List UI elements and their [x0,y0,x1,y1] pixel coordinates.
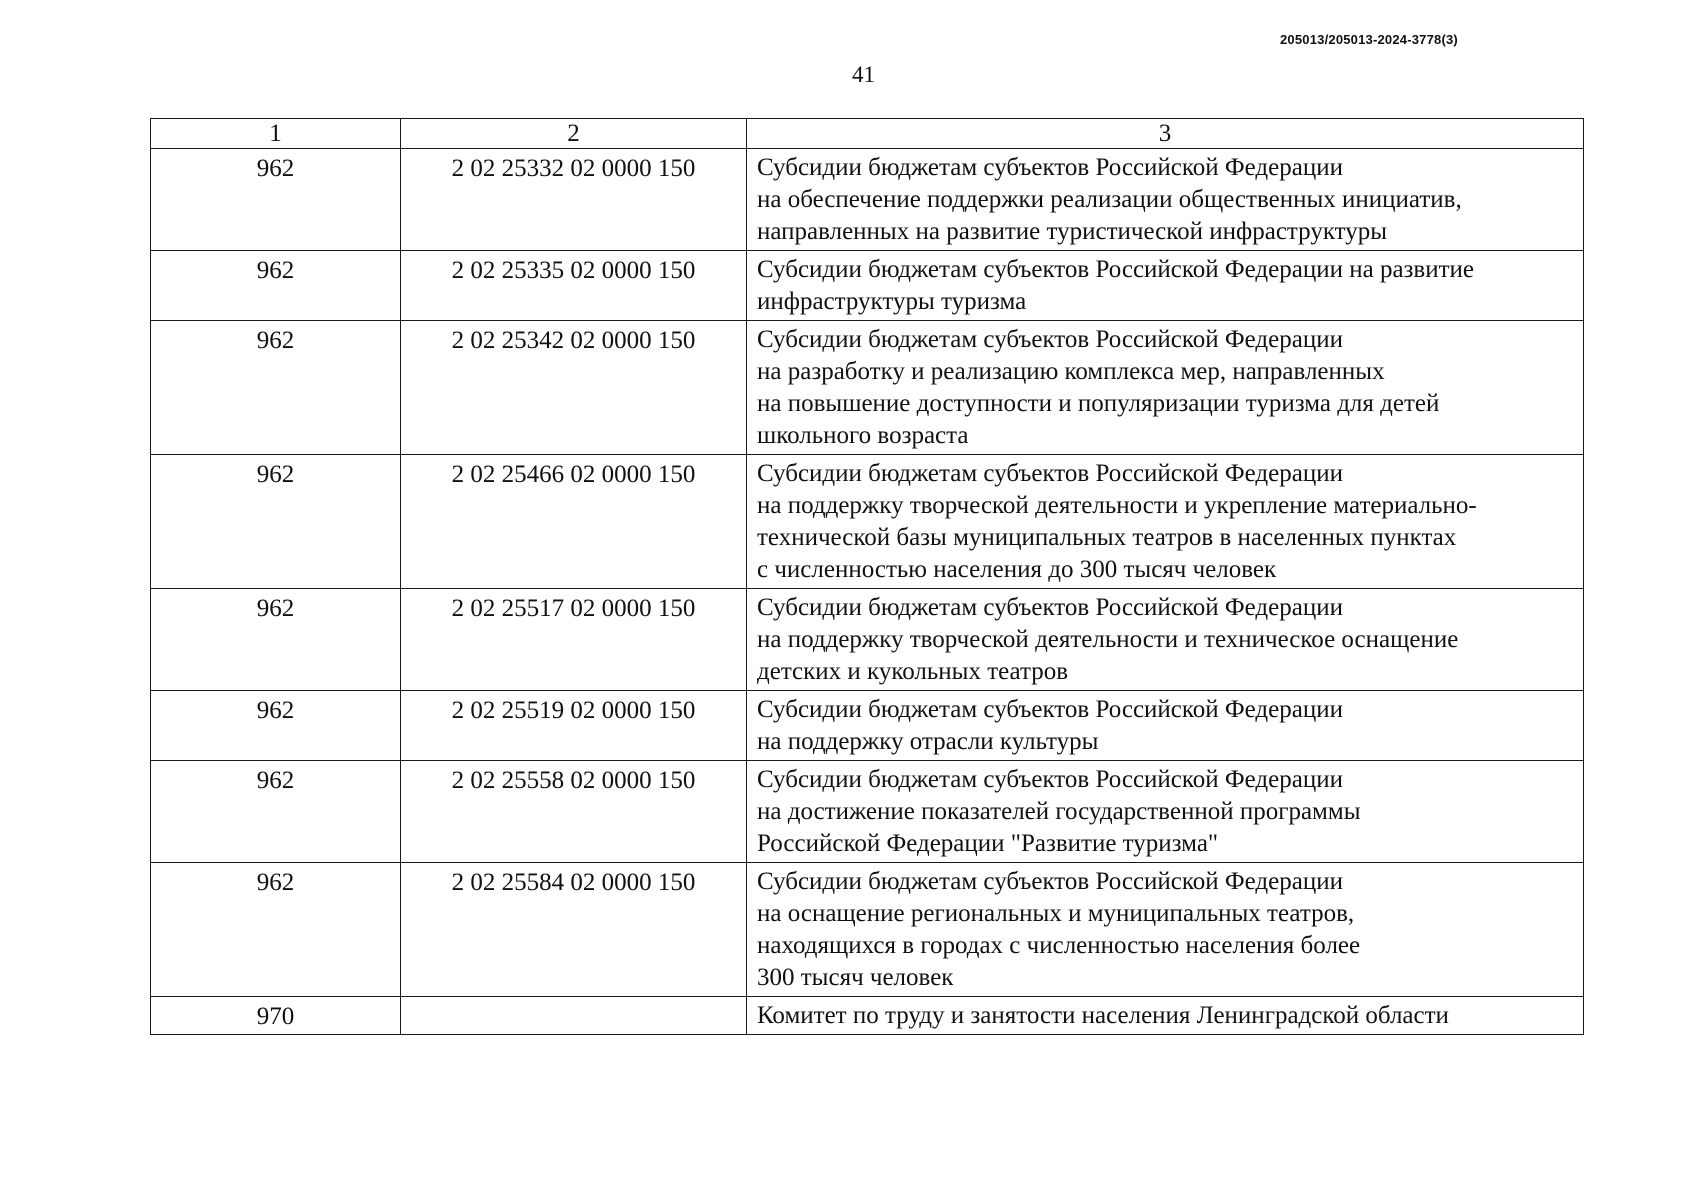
table-row [151,761,1584,863]
description-cell [747,251,1584,321]
budget-classification-table [150,118,1584,1035]
description-line: школьного возраста [757,422,969,449]
description-line: Субсидии бюджетам субъектов Российской Федерации на развитие [757,256,1475,283]
budget-code-cell: 2 02 25466 02 0000 150 [401,455,747,589]
description-cell [747,149,1584,251]
budget-code-cell: 2 02 25342 02 0000 150 [401,321,747,455]
table-row [151,589,1584,691]
description-cell [747,761,1584,863]
description-line: Субсидии бюджетам субъектов Российской Федерации [757,868,1343,895]
column-number-row [151,119,1584,149]
admin-code-cell: 962 [151,321,401,455]
table-row [151,997,1584,1035]
description-line: на оснащение региональных и муниципальных театров, [757,900,1355,927]
description-line: находящихся в городах с численностью населения более [757,932,1361,959]
description-line: инфраструктуры туризма [757,288,1027,315]
budget-code-cell: 2 02 25519 02 0000 150 [401,691,747,761]
admin-code-cell: 962 [151,589,401,691]
description-cell [747,455,1584,589]
description-line: Субсидии бюджетам субъектов Российской Федерации [757,154,1343,181]
description-cell [747,863,1584,997]
description-line: на обеспечение поддержки реализации общественных инициатив, [757,186,1462,213]
page-number: 41 [852,62,875,87]
description-cell [747,589,1584,691]
table-row [151,691,1584,761]
description-cell [747,321,1584,455]
description-line: Российской Федерации "Развитие туризма" [757,830,1219,857]
budget-code-cell: 2 02 25332 02 0000 150 [401,149,747,251]
budget-code-cell: 2 02 25558 02 0000 150 [401,761,747,863]
table-row [151,149,1584,251]
description-line: с численностью населения до 300 тысяч человек [757,556,1277,583]
description-line: на поддержку отрасли культуры [757,728,1099,755]
table-row [151,251,1584,321]
description-line: Субсидии бюджетам субъектов Российской Федерации [757,766,1343,793]
budget-code-cell: 2 02 25584 02 0000 150 [401,863,747,997]
description-line: Субсидии бюджетам субъектов Российской Федерации [757,594,1343,621]
description-line: на достижение показателей государственной программы [757,798,1361,825]
column-header-1: 1 [151,119,401,149]
document-reference-number: 205013/205013-2024-3778(3) [1280,32,1458,47]
description-line: Субсидии бюджетам субъектов Российской Федерации [757,326,1343,353]
description-cell [747,691,1584,761]
admin-code-cell: 962 [151,761,401,863]
table-row [151,321,1584,455]
description-line: направленных на развитие туристической инфраструктуры [757,218,1388,245]
description-line: на разработку и реализацию комплекса мер, направленных [757,358,1385,385]
description-line: детских и кукольных театров [757,658,1068,685]
admin-code-cell: 962 [151,149,401,251]
admin-code-cell: 962 [151,455,401,589]
description-line: на поддержку творческой деятельности и укрепление материально- [757,492,1477,519]
description-line: Комитет по труду и занятости населения Ленинградской области [757,1002,1449,1029]
admin-code-cell: 962 [151,863,401,997]
column-header-2: 2 [401,119,747,149]
admin-code-cell: 970 [151,997,401,1035]
admin-code-cell: 962 [151,691,401,761]
column-header-3: 3 [747,119,1584,149]
budget-code-cell: 2 02 25517 02 0000 150 [401,589,747,691]
budget-code-cell [401,997,747,1035]
description-line: на поддержку творческой деятельности и техническое оснащение [757,626,1459,653]
table-row [151,863,1584,997]
description-line: Субсидии бюджетам субъектов Российской Федерации [757,460,1343,487]
description-line: 300 тысяч человек [757,964,954,991]
table-header [151,119,1584,149]
budget-code-cell: 2 02 25335 02 0000 150 [401,251,747,321]
table-body [151,149,1584,1035]
description-line: технической базы муниципальных театров в населенных пунктах [757,524,1457,551]
description-line: на повышение доступности и популяризации туризма для детей [757,390,1440,417]
admin-code-cell: 962 [151,251,401,321]
description-cell [747,997,1584,1035]
table-row [151,455,1584,589]
description-line: Субсидии бюджетам субъектов Российской Федерации [757,696,1343,723]
